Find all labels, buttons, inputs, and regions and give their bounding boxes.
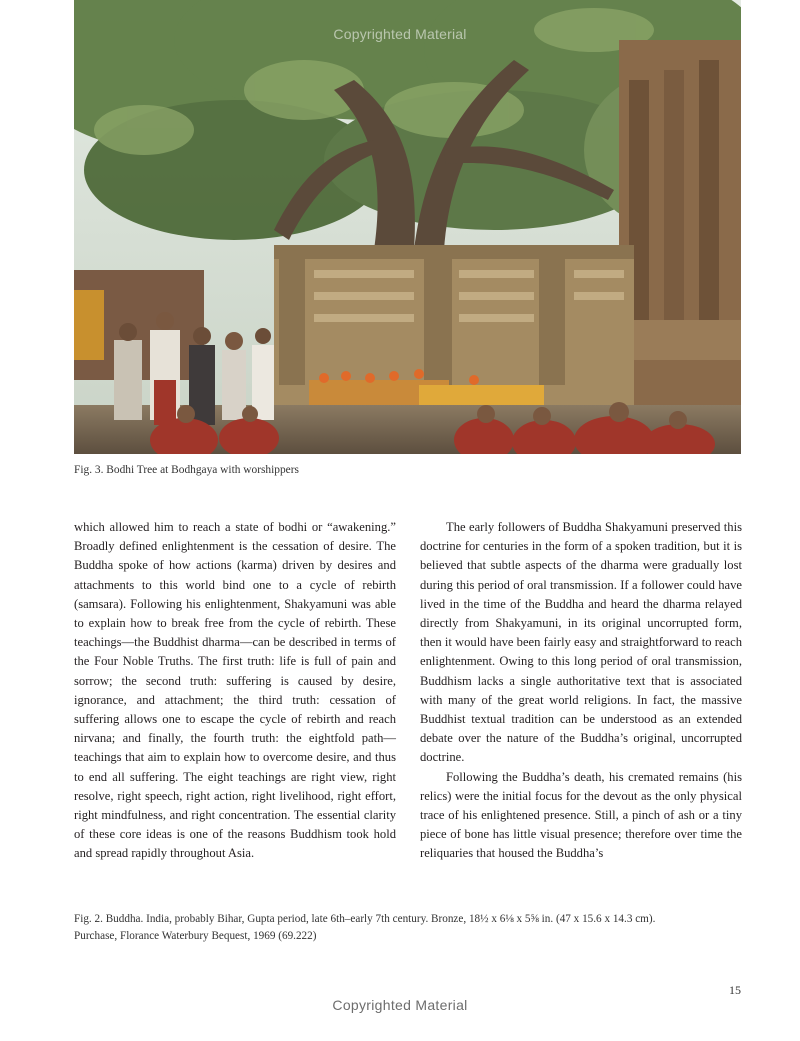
figure-caption-top: Fig. 3. Bodhi Tree at Bodhgaya with worshippers [74,464,299,476]
watermark-top: Copyrighted Material [333,26,467,42]
body-paragraph: Following the Buddha’s death, his cremated remains (his relics) were the initial focus for the devout as the only physical trace of his enlightened presence. Still, a pinch of ash or a tiny piece of bone has little visual presence; therefore over time the reliquaries that housed the Buddha’s [420,769,742,861]
body-paragraph: The early followers of Buddha Shakyamuni preserved this doctrine for centuries in the form of a spoken tradition, but it is believed that subtle aspects of the dharma were gradually lost during this period of oral transmission. If a follower could have lived in the time of the Buddha and heard the dharma relayed directly from Shakyamuni, in its original uncorrupted form, then it would have been fairly easy and straightforward to reach enlightenment. Owing to this long period of oral transmission, Buddhism lacks a single authoritative text that is associated with many of the great world religions. In fact, the massive Buddhist textual tradition can be understood as an extended debate over the nature of the Buddha’s original, uncorrupted doctrine. [420,520,742,765]
page-number: 15 [729,983,741,997]
figure-caption-bottom [74,911,741,945]
bodhi-tree-illustration [74,0,741,454]
body-column-left [74,518,396,864]
body-column-right [420,518,742,864]
body-paragraph: which allowed him to reach a state of bodhi or “awakening.” Broadly defined enlightenment is the cessation of desire. The Buddha spoke of how actions (karma) driven by desires and attachments to this world bind one to a cycle of rebirth (samsara). Following his enlightenment, Shakyamuni was able to explain how to break free from the cycle of rebirth. These teachings—the Buddhist dharma—can be described in terms of the Four Noble Truths. The first truth: life is full of pain and sorrow; the second truth: suffering is caused by desire, ignorance, and attachment; the third truth: cessation of suffering allows one to escape the cycle of rebirth and reach nirvana; and finally, the fourth truth: the eightfold path—teachings that aim to explain how to overcome desire, and thus to end all suffering. The eight teachings are right view, right resolve, right speech, right action, right livelihood, right effort, right mindfulness, and right concentration. The essential clarity of these core ideas is one of the reasons Buddhism took hold and spread rapidly throughout Asia. [74,520,396,861]
bodhi-tree-photo [74,0,741,454]
caption-line: Fig. 2. Buddha. India, probably Bihar, Gupta period, late 6th–early 7th century. Bronze, 18½ x 6⅛ x 5⅝ in. (47 x 15.6 x 14.3 cm). [74,913,656,925]
watermark-bottom: Copyrighted Material [332,997,468,1013]
caption-line: Purchase, Florance Waterbury Bequest, 1969 (69.222) [74,930,317,942]
